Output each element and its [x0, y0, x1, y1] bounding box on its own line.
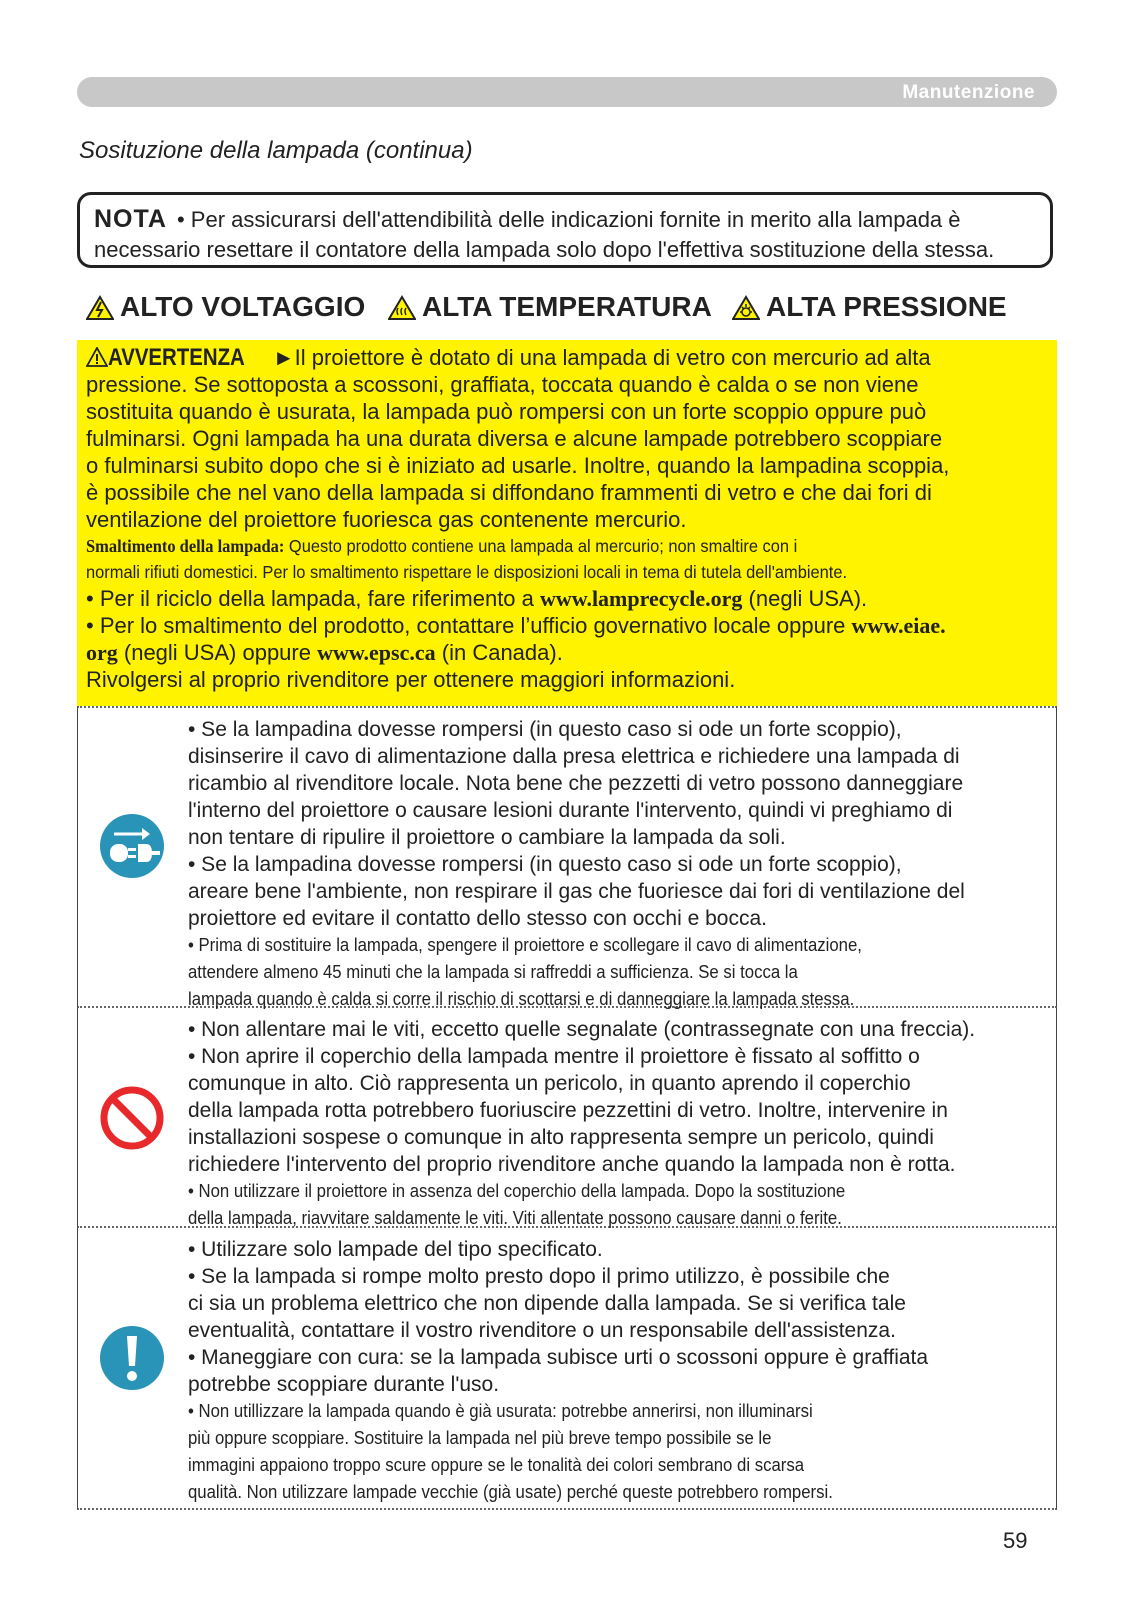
- section-line: • Maneggiare con cura: se la lampada subisce urti o scossoni oppure è graffiata: [188, 1346, 929, 1369]
- page-number: 59: [1003, 1528, 1028, 1553]
- section-line: comunque in alto. Ciò rappresenta un pericolo, in quanto aprendo il coperchio: [188, 1072, 911, 1095]
- hazard-pressure: [732, 291, 1007, 323]
- warning-line-0: ►Il proiettore è dotato di una lampada di vetro con mercurio ad alta: [272, 345, 931, 370]
- voltage-warning-icon: [86, 295, 114, 321]
- section-prohibited-text: [188, 1016, 1048, 1232]
- section-line: eventualità, contattare il vostro rivenditore o un responsabile dell'assistenza.: [188, 1319, 896, 1342]
- eiae-link-part1[interactable]: www.eiae.: [851, 613, 946, 638]
- warning-line-1: pressione. Se sottoposta a scossoni, graffiata, toccata quando è calda o se non viene: [86, 372, 919, 397]
- warning-box: [77, 340, 1057, 706]
- hazard-row: [86, 291, 1056, 327]
- section-line: • Se la lampadina dovesse rompersi (in questo caso si ode un forte scoppio),: [188, 718, 902, 741]
- section-line: areare bene l'ambiente, non respirare il gas che fuoriesce dai fori di ventilazione del: [188, 880, 965, 903]
- section-unplug: [77, 706, 1057, 1008]
- prohibited-icon: [98, 1084, 166, 1152]
- section-small-line: più oppure scoppiare. Sostituire la lampada nel più breve tempo possibile se le: [188, 1428, 772, 1448]
- section-line: • Non allentare mai le viti, eccetto quelle segnalate (contrassegnate con una freccia).: [188, 1018, 976, 1041]
- section-small-line: • Non utillizzare la lampada quando è già usurata: potrebbe annerirsi, non illuminarsi: [188, 1401, 813, 1421]
- recycle-line: [86, 585, 1047, 612]
- section-line: proiettore ed evitare il contatto dello stesso con occhi e bocca.: [188, 907, 767, 930]
- pressure-warning-icon: [732, 295, 760, 321]
- section-line: • Utilizzare solo lampade del tipo specificato.: [188, 1238, 603, 1261]
- note-label: NOTA: [94, 205, 167, 233]
- product-line-1: [86, 612, 1047, 639]
- recycle-post: (negli USA).: [742, 586, 868, 611]
- note-box: [77, 192, 1053, 268]
- section-line: • Non aprire il coperchio della lampada mentre il proiettore è fissato al soffitto o: [188, 1045, 920, 1068]
- section-line: disinserire il cavo di alimentazione dalla presa elettrica e richiedere una lampada di: [188, 745, 960, 768]
- section-line: della lampada rotta potrebbero fuoriuscire pezzettini di vetro. Inoltre, intervenire in: [188, 1099, 948, 1122]
- heat-warning-icon: [388, 295, 416, 321]
- section-line: l'interno del proiettore o causare lesioni durante l'intervento, quindi vi preghiamo di: [188, 799, 953, 822]
- section-line: non tentare di ripulire il proiettore o cambiare la lampada da soli.: [188, 826, 786, 849]
- warning-triangle-icon: [86, 347, 108, 367]
- section-small-line: • Prima di sostituire la lampada, spengere il proiettore e scollegare il cavo di alimentazione,: [188, 935, 862, 955]
- section-small-line: • Non utilizzare il proiettore in assenza del coperchio della lampada. Dopo la sostituzione: [188, 1181, 846, 1201]
- disposal-line-1: [86, 533, 989, 559]
- product-line-2: [86, 639, 1047, 666]
- section-caution: [77, 1228, 1057, 1510]
- exclamation-icon: [98, 1324, 166, 1392]
- note-line-2: necessario resettare il contatore della lampada solo dopo l'effettiva sostituzione della stessa.: [94, 237, 995, 262]
- recycle-text: • Per il riciclo della lampada, fare riferimento a: [86, 586, 540, 611]
- section-line: ci sia un problema elettrico che non dipende dalla lampada. Se si verifica tale: [188, 1292, 906, 1315]
- section-line: installazioni sospese o comunque in alto rappresenta sempre un pericolo, quindi: [188, 1126, 934, 1149]
- warning-line-6: ventilazione del proiettore fuoriesca gas contenente mercurio.: [86, 507, 687, 532]
- hazard-voltage-label: ALTO VOLTAGGIO: [120, 291, 366, 322]
- eiae-link-part2[interactable]: org: [86, 640, 118, 665]
- warning-line-5: è possibile che nel vano della lampada si diffondano frammenti di vetro e che dai fori di: [86, 480, 932, 505]
- section-small-line: immagini appaiono troppo scure oppure se le tonalità dei colori sembrano di scarsa: [188, 1455, 805, 1475]
- section-small-line: lampada quando è calda si corre il rischio di scottarsi e di danneggiare la lampada stessa.: [188, 989, 855, 1009]
- unplug-icon: [98, 812, 166, 880]
- section-small-line: qualità. Non utilizzare lampade vecchie (già usate) perché queste potrebbero rompersi.: [188, 1482, 833, 1502]
- epsc-link[interactable]: www.epsc.ca: [317, 640, 436, 665]
- warning-label: AVVERTENZA: [108, 344, 245, 371]
- hazard-pressure-label: ALTA PRESSIONE: [766, 291, 1007, 322]
- dealer-line: Rivolgersi al proprio rivenditore per ottenere maggiori informazioni.: [86, 667, 736, 692]
- disposal-label: Smaltimento della lampada:: [86, 536, 285, 556]
- section-small-line: attendere almeno 45 minuti che la lampada si raffreddi a sufficienza. Se si tocca la: [188, 962, 798, 982]
- disposal-line-2: normali rifiuti domestici. Per lo smaltimento rispettare le disposizioni locali in tema di tutela dell'ambiente.: [86, 562, 848, 582]
- warning-line-3: fulminarsi. Ogni lampada ha una durata diversa e alcune lampade potrebbero scoppiare: [86, 426, 943, 451]
- section-prohibited: [77, 1008, 1057, 1228]
- section-small-line: della lampada, riavvitare saldamente le viti. Viti allentate possono causare danni o ferite.: [188, 1208, 842, 1228]
- section-line: • Se la lampadina dovesse rompersi (in questo caso si ode un forte scoppio),: [188, 853, 902, 876]
- section-line: ricambio al rivenditore locale. Nota bene che pezzetti di vetro possono danneggiare: [188, 772, 964, 795]
- section-line: richiedere l'intervento del proprio rivenditore anche quando la lampada non è rotta.: [188, 1153, 956, 1176]
- product-mid: (negli USA) oppure: [117, 640, 318, 665]
- hazard-temperature: [388, 291, 712, 323]
- header-bar: [77, 77, 1057, 107]
- product-text: • Per lo smaltimento del prodotto, contattare l’ufficio governativo locale oppure: [86, 613, 852, 638]
- product-post: (in Canada).: [435, 640, 563, 665]
- warning-line-2: sostituita quando è usurata, la lampada può rompersi con un forte scoppio oppure può: [86, 399, 927, 424]
- disposal-text-1: Questo prodotto contiene una lampada al mercurio; non smaltire con i: [284, 536, 798, 556]
- section-caution-text: [188, 1236, 1048, 1506]
- hazard-temperature-label: ALTA TEMPERATURA: [422, 291, 712, 322]
- section-line: potrebbe scoppiare durante l'uso.: [188, 1373, 500, 1396]
- section-unplug-text: [188, 716, 1048, 1013]
- section-line: • Se la lampada si rompe molto presto dopo il primo utilizzo, è possibile che: [188, 1265, 890, 1288]
- note-line-1: • Per assicurarsi dell'attendibilità delle indicazioni fornite in merito alla lampada è: [176, 207, 961, 232]
- hazard-voltage: [86, 291, 365, 323]
- section-title: Sosituzione della lampada (continua): [79, 137, 473, 164]
- recycle-link[interactable]: www.lamprecycle.org: [540, 586, 743, 611]
- warning-line-4: o fulminarsi subito dopo che si è iniziato ad usarle. Inoltre, quando la lampadina scoppia,: [86, 453, 950, 478]
- header-label: Manutenzione: [902, 82, 1035, 103]
